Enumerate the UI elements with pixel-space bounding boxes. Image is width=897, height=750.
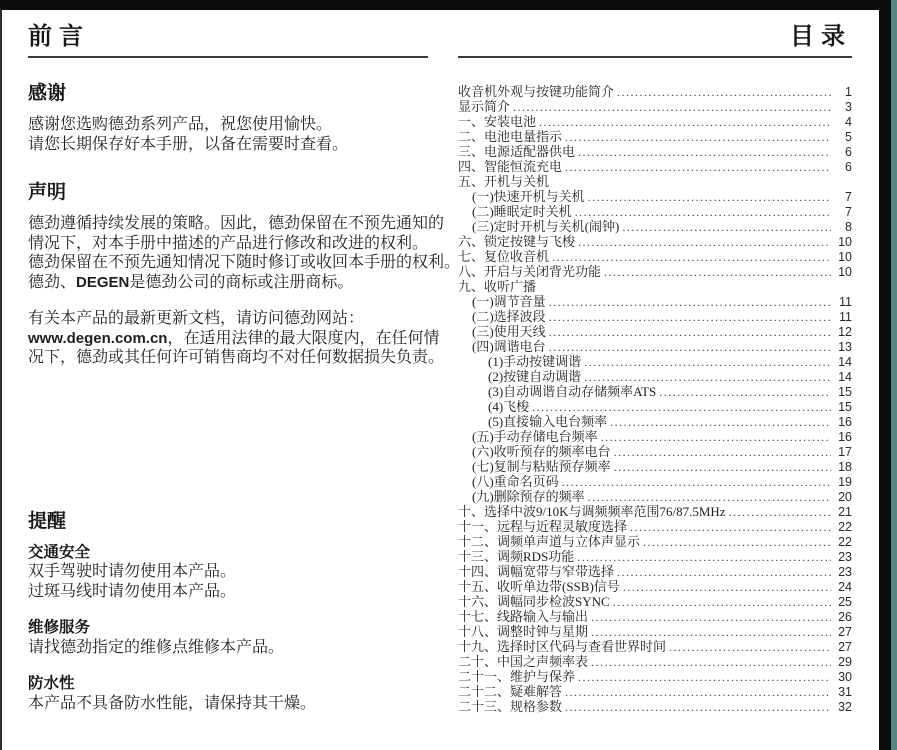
toc-dotted-leader <box>617 564 831 580</box>
toc-page-number: 18 <box>838 460 852 474</box>
text-line: 感谢您选购德劲系列产品，祝您使用愉快。 <box>28 116 333 133</box>
toc-entry <box>458 609 852 624</box>
toc-title-rule <box>458 56 852 58</box>
toc-entry-label: 十二、调频单声道与立体声显示 <box>458 534 641 549</box>
toc-entry <box>458 579 852 594</box>
toc-page-number: 25 <box>838 595 852 609</box>
toc-dotted-leader <box>729 504 831 520</box>
toc-page-number: 3 <box>845 100 852 114</box>
toc-entry <box>458 264 852 279</box>
sub-heading: 维修服务 <box>28 619 91 636</box>
toc-dotted-leader <box>577 549 831 565</box>
toc-page-number: 14 <box>838 355 852 369</box>
toc-page-number: 32 <box>838 700 852 714</box>
toc-entry-label: 十五、收听单边带(SSB)信号 <box>458 579 620 594</box>
toc-dotted-leader <box>575 204 831 220</box>
toc-entry-label: (一)快速开机与关机 <box>472 189 585 204</box>
text-line: 有关本产品的最新更新文档，请访问德劲网站： <box>28 310 365 327</box>
toc-dotted-leader <box>617 84 831 100</box>
toc-page-number: 10 <box>838 265 852 279</box>
toc-entry <box>458 384 852 399</box>
text-line: 德劲保留在不预先通知情况下随时修订或收回本手册的权利。 <box>28 254 461 271</box>
paragraph-group <box>28 214 461 292</box>
toc-dotted-leader <box>659 384 831 400</box>
toc-page-number: 4 <box>845 115 852 129</box>
text-line: 双手驾驶时请勿使用本产品。 <box>28 563 237 580</box>
toc-page-number: 23 <box>838 550 852 564</box>
toc-dotted-leader <box>552 249 831 265</box>
toc-dotted-leader <box>613 594 831 610</box>
toc-entry-label: (五)手动存储电台频率 <box>472 429 598 444</box>
toc-dotted-leader <box>532 399 831 415</box>
sub-heading: 防水性 <box>28 675 75 692</box>
preface-title: 前言 <box>28 23 90 50</box>
toc-entry-label: (5)直接输入电台频率 <box>488 414 608 429</box>
toc-entry <box>458 369 852 384</box>
toc-dotted-leader <box>601 429 831 445</box>
section-heading: 提醒 <box>28 510 67 532</box>
toc-entry <box>458 354 852 369</box>
toc-entry <box>458 684 852 699</box>
toc-entry <box>458 549 852 564</box>
toc-dotted-leader <box>630 519 831 535</box>
preface-section <box>28 510 428 714</box>
toc-dotted-leader <box>565 699 831 715</box>
toc-dotted-leader <box>549 339 831 355</box>
toc-entry <box>458 234 852 249</box>
paragraph-group <box>28 543 428 602</box>
toc-page-number: 5 <box>845 130 852 144</box>
toc-dotted-leader <box>622 219 831 235</box>
toc-page-number: 11 <box>839 295 852 309</box>
toc-page-number: 27 <box>838 640 852 654</box>
toc-entry-label: (1)手动按键调谐 <box>488 354 582 369</box>
toc-entry <box>458 459 852 474</box>
toc-page-number: 27 <box>838 625 852 639</box>
toc-dotted-leader <box>539 114 831 130</box>
toc-entry-label: (六)收听预存的频率电台 <box>472 444 611 459</box>
toc-entry-label: (四)调谐电台 <box>472 339 546 354</box>
toc-entry-label: (二)选择波段 <box>472 309 546 324</box>
toc-entry-label: 十三、调频RDS功能 <box>458 549 575 564</box>
toc-page-number: 29 <box>838 655 852 669</box>
toc-page-number: 11 <box>839 310 852 324</box>
toc-page-number: 22 <box>838 520 852 534</box>
toc-entry-label: 三、电源适配器供电 <box>458 144 576 159</box>
paragraph-group <box>28 309 445 368</box>
toc-entry <box>458 699 852 714</box>
text-line: 德劲、DEGEN是德劲公司的商标或注册商标。 <box>28 273 354 291</box>
toc-title: 目录 <box>790 23 852 50</box>
toc-entry-label: 二十三、规格参数 <box>458 699 563 714</box>
toc-entry <box>458 519 852 534</box>
toc-entry-label: 十六、调幅同步检波SYNC <box>458 594 610 609</box>
text-line: 情况下，对本手册中描述的产品进行修改和改进的权利。 <box>28 234 429 252</box>
toc-page-number: 6 <box>845 160 852 174</box>
toc-dotted-leader <box>549 294 831 310</box>
toc-entry-label: 七、复位收音机 <box>458 249 550 264</box>
toc-entry-label: 五、开机与关机 <box>458 174 550 189</box>
toc-entry <box>458 189 852 204</box>
paragraph-group <box>28 618 428 657</box>
toc-entry <box>458 474 852 489</box>
toc-entry <box>458 129 852 144</box>
toc-entry-label: (三)使用天线 <box>472 324 546 339</box>
toc-entry <box>458 489 852 504</box>
toc-page-number: 24 <box>838 580 852 594</box>
text-line: 本产品不具备防水性能，请保持其干燥。 <box>28 694 317 712</box>
toc-dotted-leader <box>584 354 831 370</box>
toc-entry <box>458 504 852 519</box>
toc-entry-label: 十一、远程与近程灵敏度选择 <box>458 519 628 534</box>
toc-entry-label: (一)调节音量 <box>472 294 546 309</box>
toc-page <box>458 22 852 714</box>
toc-dotted-leader <box>610 414 831 430</box>
toc-entry <box>458 654 852 669</box>
toc-entry-label: 一、安装电池 <box>458 114 537 129</box>
toc-page-number: 13 <box>838 340 852 354</box>
toc-entry-label: 二十二、疑难解答 <box>458 684 563 699</box>
toc-page-number: 17 <box>838 445 852 459</box>
toc-dotted-leader <box>591 624 831 640</box>
toc-dotted-leader <box>584 369 831 385</box>
left-border-line <box>0 9 2 750</box>
page-edge-strip <box>891 0 897 750</box>
toc-entry <box>458 294 852 309</box>
toc-entry <box>458 84 852 99</box>
toc-entry-label: 十四、调幅宽带与窄带选择 <box>458 564 615 579</box>
toc-dotted-leader <box>513 99 831 115</box>
toc-page-number: 22 <box>838 535 852 549</box>
toc-page-number: 21 <box>838 505 852 519</box>
toc-page-number: 16 <box>838 415 852 429</box>
toc-dotted-leader <box>591 609 831 625</box>
toc-dotted-leader <box>578 144 831 160</box>
toc-dotted-leader <box>643 534 831 550</box>
toc-entry <box>458 339 852 354</box>
preface-sections <box>28 82 461 713</box>
section-heading: 声明 <box>28 182 67 203</box>
toc-entry-label: 十七、线路输入与输出 <box>458 609 589 624</box>
toc-entry-label: (4)飞梭 <box>488 399 530 414</box>
toc-entry-label: (2)按键自动调谐 <box>488 369 582 384</box>
toc-dotted-leader <box>549 324 831 340</box>
toc-dotted-leader <box>565 159 831 175</box>
toc-page-number: 20 <box>838 490 852 504</box>
toc-dotted-leader <box>549 309 831 325</box>
text-line: 况下，德劲或其任何许可销售商均不对任何数据损失负责。 <box>28 349 445 366</box>
toc-entry-label: 十八、调整时钟与星期 <box>458 624 589 639</box>
text-line: www.degen.com.cn，在适用法律的最大限度内，在任何情 <box>28 329 440 347</box>
toc-entry-label: 二十、中国之声频率表 <box>458 654 589 669</box>
brand-text: www.degen.com.cn <box>28 329 168 347</box>
toc-dotted-leader <box>669 639 831 655</box>
toc-entry <box>458 594 852 609</box>
toc-page-number: 16 <box>838 430 852 444</box>
toc-entry-label: 十、选择中波9/10K与调频频率范围76/87.5MHz <box>458 504 726 519</box>
toc-entry <box>458 429 852 444</box>
brand-text: DEGEN <box>76 273 130 291</box>
toc-page-number: 14 <box>838 370 852 384</box>
toc-entry <box>458 324 852 339</box>
toc-dotted-leader <box>565 129 831 145</box>
toc-entry-label: 六、锁定按键与飞梭 <box>458 234 576 249</box>
toc-entry <box>458 219 852 234</box>
toc-entry-label: (三)定时开机与关机(闹钟) <box>472 219 620 234</box>
toc-dotted-leader <box>588 489 831 505</box>
toc-entry-label: (3)自动调谐自动存储频率ATS <box>488 384 657 399</box>
text-line: 请找德劲指定的维修点维修本产品。 <box>28 638 285 656</box>
toc-entry <box>458 669 852 684</box>
paragraph-group <box>28 115 428 154</box>
text-line: 请您长期保存好本手册，以备在需要时查看。 <box>28 135 349 153</box>
toc-entry-label: 二十一、维护与保养 <box>458 669 576 684</box>
toc-dotted-leader <box>614 444 831 460</box>
toc-entry <box>458 249 852 264</box>
toc-entry <box>458 639 852 654</box>
toc-dotted-leader <box>614 459 831 475</box>
toc-entry <box>458 534 852 549</box>
preface-title-rule <box>28 56 428 58</box>
right-border-bar <box>879 7 891 750</box>
toc-dotted-leader <box>591 654 831 670</box>
toc-entry <box>458 444 852 459</box>
preface-section <box>28 181 461 368</box>
toc-entry-label: 八、开启与关闭背光功能 <box>458 264 602 279</box>
toc-dotted-leader <box>578 234 831 250</box>
toc-page-number: 10 <box>838 250 852 264</box>
toc-page-number: 7 <box>845 190 852 204</box>
toc-page-number: 6 <box>845 145 852 159</box>
toc-entry-label: 十九、选择时区代码与查看世界时间 <box>458 639 667 654</box>
toc-entry-label: (二)睡眠定时关机 <box>472 204 572 219</box>
toc-dotted-leader <box>588 189 831 205</box>
section-heading: 感谢 <box>28 83 67 104</box>
toc-dotted-leader <box>578 669 831 685</box>
toc-entry-label: 九、收听广播 <box>458 279 537 294</box>
toc-page-number: 31 <box>838 685 852 699</box>
toc-entry <box>458 204 852 219</box>
toc-page-number: 10 <box>838 235 852 249</box>
toc-page-number: 23 <box>838 565 852 579</box>
toc-entry <box>458 144 852 159</box>
toc-entry <box>458 414 852 429</box>
toc-page-number: 30 <box>838 670 852 684</box>
toc-entry-label: (八)重命名页码 <box>472 474 559 489</box>
preface-section <box>28 82 428 154</box>
toc-dotted-leader <box>565 684 831 700</box>
toc-entry-label: (九)删除预存的频率 <box>472 489 585 504</box>
toc-page-number: 1 <box>845 85 852 99</box>
top-border-bar <box>0 0 893 10</box>
toc-page-number: 15 <box>838 400 852 414</box>
toc-entry <box>458 399 852 414</box>
sub-heading: 交通安全 <box>28 543 91 561</box>
text-line: 德劲遵循持续发展的策略。因此，德劲保留在不预先通知的 <box>28 215 445 232</box>
toc-entry <box>458 174 852 189</box>
toc-entry-label: 四、智能恒流充电 <box>458 159 563 174</box>
toc-dotted-leader <box>623 579 831 595</box>
toc-entry <box>458 159 852 174</box>
toc-page-number: 7 <box>845 205 852 219</box>
toc-entry-label: (七)复制与粘贴预存频率 <box>472 459 611 474</box>
toc-list <box>458 84 852 714</box>
text-line: 过斑马线时请勿使用本产品。 <box>28 582 237 600</box>
toc-entry-label: 显示简介 <box>458 99 511 114</box>
toc-page-number: 15 <box>838 385 852 399</box>
toc-dotted-leader <box>562 474 831 490</box>
toc-entry <box>458 279 852 294</box>
toc-entry <box>458 114 852 129</box>
toc-entry <box>458 624 852 639</box>
preface-page <box>28 22 461 713</box>
paragraph-group <box>28 674 428 713</box>
toc-entry-label: 二、电池电量指示 <box>458 129 563 144</box>
toc-page-number: 12 <box>838 325 852 339</box>
toc-entry <box>458 564 852 579</box>
toc-page-number: 19 <box>838 475 852 489</box>
toc-entry <box>458 309 852 324</box>
toc-dotted-leader <box>604 264 831 280</box>
toc-entry-label: 收音机外观与按键功能简介 <box>458 84 615 99</box>
toc-page-number: 8 <box>845 220 852 234</box>
toc-entry <box>458 99 852 114</box>
toc-page-number: 26 <box>838 610 852 624</box>
